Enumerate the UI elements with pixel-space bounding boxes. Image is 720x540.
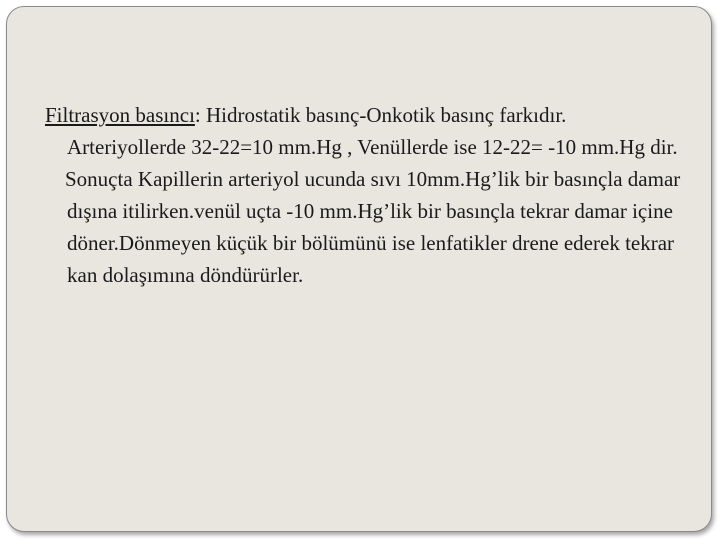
paragraph-1-text: : Hidrostatik basınç-Onkotik basınç farkıdır. Arteriyollerde 32-22=10 mm.Hg , Venüllerde ise 12-22= -10 mm.Hg dir. — [67, 103, 678, 159]
term-filtration-pressure: Filtrasyon basıncı — [45, 103, 195, 127]
slide-body — [45, 99, 685, 291]
slide-panel — [6, 6, 712, 532]
paragraph-capillary-exchange: Sonuçta Kapillerin arteriyol ucunda sıvı 10mm.Hg’lik bir basınçla damar dışına itilirken.venül uçta -10 mm.Hg’lik bir basınçla tekrar damar içine döner.Dönmeyen küçük bir bölümünü ise lenfatikler drene ederek tekrar kan dolaşımına döndürürler. — [65, 167, 681, 287]
paragraph-filtration-pressure — [45, 99, 685, 163]
